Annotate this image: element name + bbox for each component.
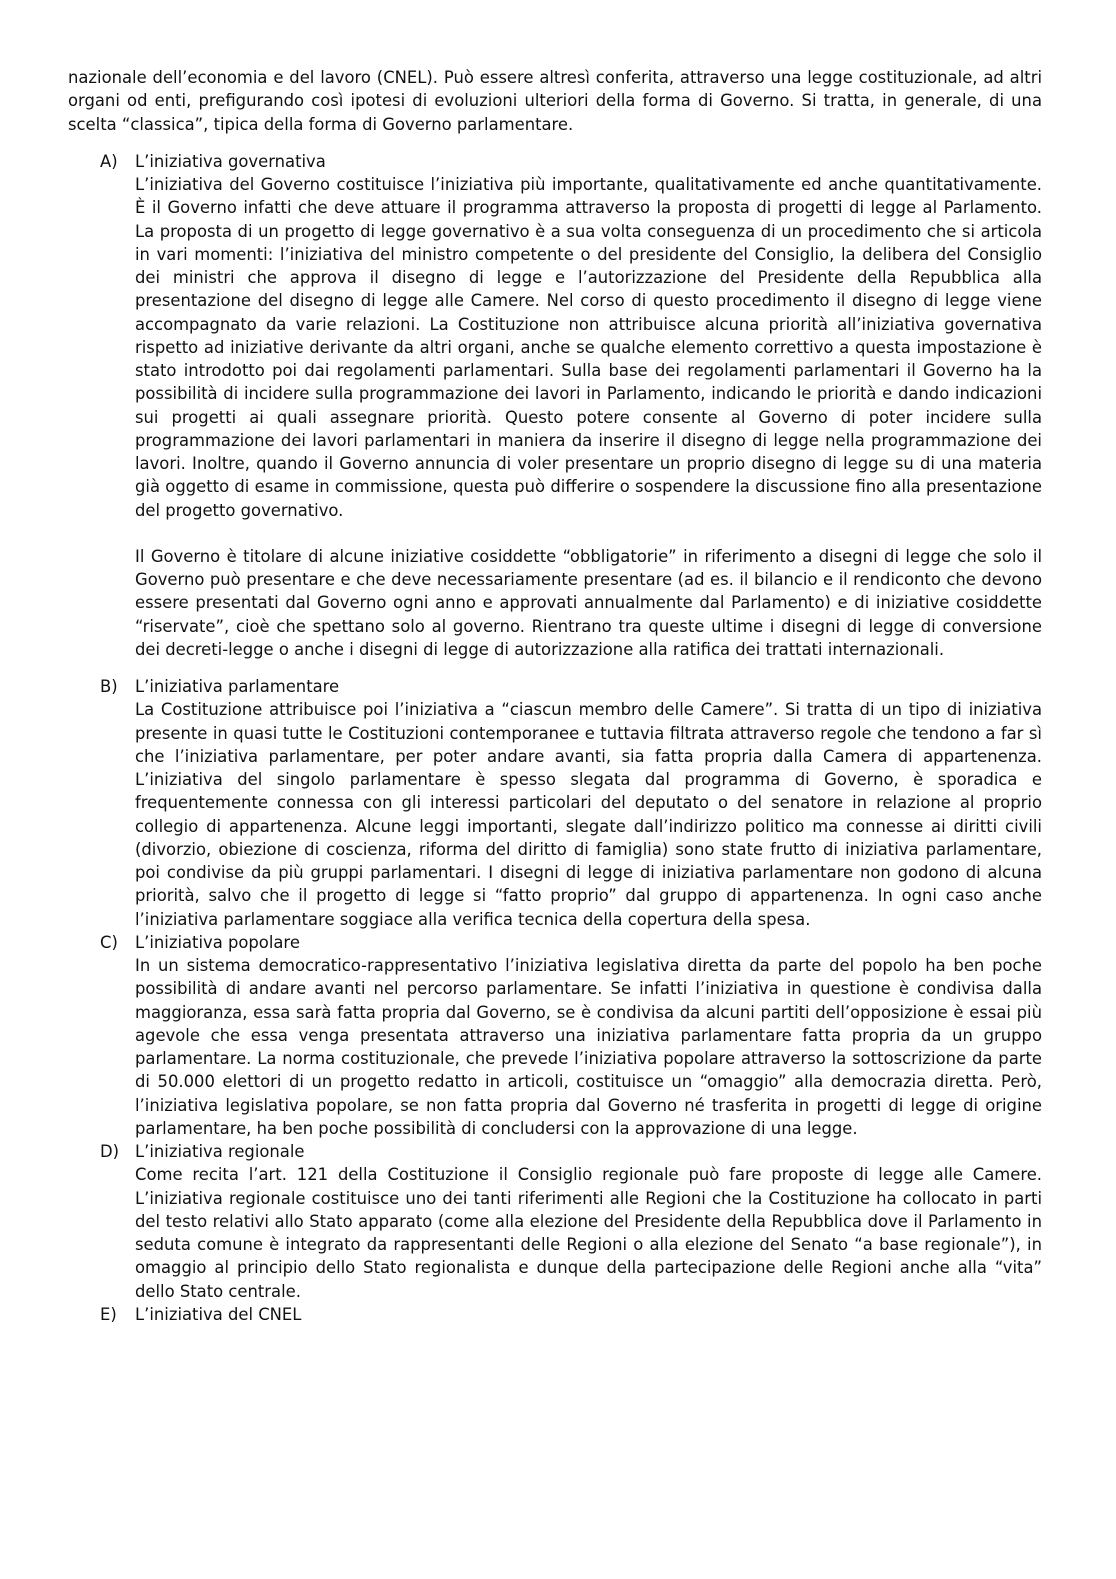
section-marker: D) bbox=[100, 1142, 120, 1161]
section-heading: L’iniziativa popolare bbox=[135, 932, 300, 952]
section-a bbox=[68, 150, 1042, 661]
section-b bbox=[68, 675, 1042, 931]
section-c bbox=[68, 931, 1042, 1140]
section-paragraph: La Costituzione attribuisce poi l’iniziativa a “ciascun membro delle Camere”. Si tratta di un tipo di iniziativa presente in quasi tutte le Costituzioni contemporanee e tuttavia filtrata attraverso regole che tendono a far sì che l’iniziativa parlamentare, per poter andare avanti, sia fatta propria dalla Camera di appartenenza. L’iniziativa del singolo parlamentare è spesso slegata dal programma di Governo, è sporadica e frequentemente connessa con gli interessi particolari del deputato o del senatore in relazione al proprio collegio di appartenenza. Alcune leggi importanti, slegate dall’indirizzo politico ma connesse ai diritti civili (divorzio, obiezione di coscienza, riforma del diritto di famiglia) sono state frutto di iniziativa parlamentare, poi condivise da più gruppi parlamentari. I disegni di legge di iniziativa parlamentare non godono di alcuna priorità, salvo che il progetto di legge si “fatto proprio” dal gruppo di appartenenza. In ogni caso anche l’iniziativa parlamentare soggiace alla verifica tecnica della copertura della spesa. bbox=[135, 700, 1042, 929]
section-marker: E) bbox=[100, 1304, 117, 1324]
section-heading: L’iniziativa governativa bbox=[135, 151, 326, 171]
section-paragraph: L’iniziativa del Governo costituisce l’iniziativa più importante, qualitativamente ed anche quantitativamente. È il Governo infatti che deve attuare il programma attraverso la proposta di progetti di legge al Parlamento. La proposta di un progetto di legge governativo è a sua volta conseguenza di un procedimento che si articola in vari momenti: l’iniziativa del ministro competente o del presidente del Consiglio, la delibera del Consiglio dei ministri che approva il disegno di legge e l’autorizzazione del Presidente della Repubblica alla presentazione del disegno di legge alle Camere. Nel corso di questo procedimento il disegno di legge viene accompagnato da varie relazioni. La Costituzione non attribuisce alcuna priorità all’iniziativa governativa rispetto ad iniziative derivante da altri organi, anche se qualche elemento correttivo a questa impostazione è stato introdotto poi dai regolamenti parlamentari. Sulla base dei regolamenti parlamentari il Governo ha la possibilità di incidere sulla programmazione dei lavori in Parlamento, indicando le priorità e dando indicazioni sui progetti ai quali assegnare priorità. Questo potere consente al Governo di poter incidere sulla programmazione dei lavori parlamentari in maniera da inserire il disegno di legge nella programmazione dei lavori. Inoltre, quando il Governo annuncia di voler presentare un proprio disegno di legge su di una materia già oggetto di esame in commissione, questa può differire o sospendere la discussione fino alla presentazione del progetto governativo. bbox=[135, 175, 1042, 520]
section-heading: L’iniziativa regionale bbox=[135, 1142, 305, 1161]
section-paragraph: Il Governo è titolare di alcune iniziative cosiddette “obbligatorie” in riferimento a disegni di legge che solo il Governo può presentare e che deve necessariamente presentare (ad es. il bilancio e il rendiconto che devono essere presentati dal Governo ogni anno e approvati annualmente dal Parlamento) e di iniziative cosiddette “riservate”, cioè che spettano solo al governo. Rientrano tra queste ultime i disegni di legge di conversione dei decreti-legge o anche i disegni di legge di autorizzazione alla ratifica dei trattati internazionali. bbox=[135, 546, 1042, 659]
intro-paragraph: nazionale dell’economia e del lavoro (CNEL). Può essere altresì conferita, attraverso una legge costituzionale, ad altri organi od enti, prefigurando così ipotesi di evoluzioni ulteriori della forma di Governo. Si tratta, in generale, di una scelta “classica”, tipica della forma di Governo parlamentare. bbox=[68, 68, 1042, 134]
section-marker: A) bbox=[100, 151, 118, 171]
section-marker: C) bbox=[100, 932, 118, 952]
section-marker: B) bbox=[100, 677, 118, 696]
section-e bbox=[68, 1303, 1042, 1326]
section-paragraph: Come recita l’art. 121 della Costituzione il Consiglio regionale può fare proposte di legge alle Camere. L’iniziativa regionale costituisce uno dei tanti riferimenti alle Regioni che la Costituzione ha collocato in parti del testo relativi allo Stato apparato (come alla elezione del Presidente della Repubblica dove il Parlamento in seduta comune è integrato da rappresentanti delle Regioni o alla elezione del Senato “a base regionale”), in omaggio al principio dello Stato regionalista e dunque della partecipazione delle Regioni anche alla “vita” dello Stato centrale. bbox=[135, 1165, 1042, 1301]
section-d bbox=[68, 1140, 1042, 1303]
document-page bbox=[68, 66, 1042, 1326]
section-paragraph: In un sistema democratico-rappresentativo l’iniziativa legislativa diretta da parte del popolo ha ben poche possibilità di andare avanti nel percorso parlamentare. Se infatti l’iniziativa in questione è condivisa dalla maggioranza, essa sarà fatta propria dal Governo, se è condivisa da alcuni partiti dell’opposizione è essai più agevole che essa venga presentata attraverso una iniziativa parlamentare fatta propria da un gruppo parlamentare. La norma costituzionale, che prevede l’iniziativa popolare attraverso la sottoscrizione da parte di 50.000 elettori di un progetto redatto in articoli, costituisce un “omaggio” alla democrazia diretta. Però, l’iniziativa legislativa popolare, se non fatta propria dal Governo né trasferita in progetti di legge di origine parlamentare, ha ben poche possibilità di concludersi con la approvazione di una legge. bbox=[135, 956, 1042, 1138]
section-heading: L’iniziativa del CNEL bbox=[135, 1304, 302, 1324]
section-heading: L’iniziativa parlamentare bbox=[135, 677, 340, 696]
